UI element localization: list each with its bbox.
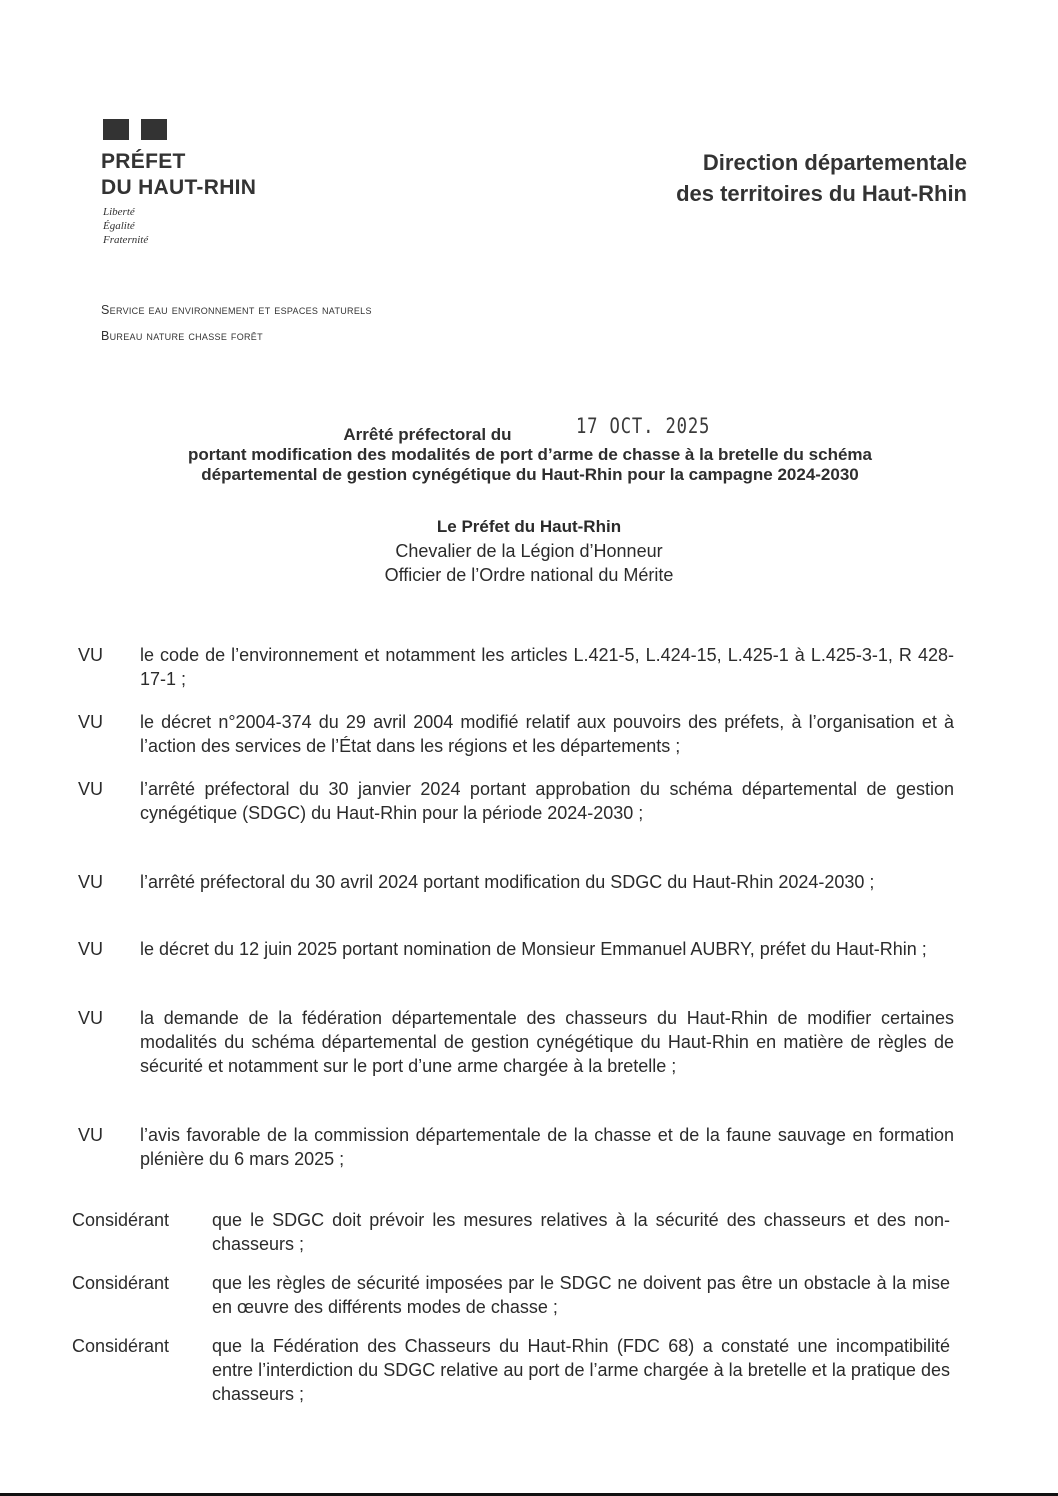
direction-heading	[676, 147, 967, 209]
vu-text: l’arrêté préfectoral du 30 janvier 2024 portant approbation du schéma départemental de gestion cynégétique (SDGC) du Haut-Rhin pour la période 2024-2030 ;	[140, 779, 954, 823]
vu-label: VU	[78, 779, 104, 799]
service-block	[101, 297, 372, 349]
date-stamp: 17 OCT. 2025	[576, 414, 711, 438]
bureau-line: Bureau nature chasse forêt	[101, 329, 263, 343]
prefet-title-line-1: PRÉFET	[101, 150, 186, 173]
prefet-title	[101, 149, 256, 201]
prefet-title-line-2: DU HAUT-RHIN	[101, 176, 257, 199]
vu-label: VU	[78, 1125, 104, 1145]
title-line-3: départemental de gestion cynégétique du Haut-Rhin pour la campagne 2024-2030	[201, 465, 859, 484]
motto-liberte: Liberté	[103, 206, 135, 218]
considerant-text: que la Fédération des Chasseurs du Haut-Rhin (FDC 68) a constaté une incompatibilité entre l’interdiction du SDGC relative au port de l’arme chargée à la bretelle et la pratique des chasseurs ;	[212, 1336, 950, 1404]
direction-line-1: Direction départementale	[702, 150, 967, 175]
marianne-logo-icon	[103, 119, 167, 140]
vu-label: VU	[78, 872, 104, 892]
motto-egalite: Égalité	[103, 220, 135, 232]
vu-label: VU	[78, 645, 104, 665]
republic-motto	[103, 205, 148, 247]
considerant-text: que les règles de sécurité imposées par le SDGC ne doivent pas être un obstacle à la mise en œuvre des différents modes de chasse ;	[212, 1273, 950, 1317]
motto-fraternite: Fraternité	[103, 234, 149, 246]
vu-text: le décret n°2004-374 du 29 avril 2004 modifié relatif aux pouvoirs des préfets, à l’organisation et à l’action des services de l’État dans les régions et les départements ;	[140, 712, 954, 756]
vu-text: l’avis favorable de la commission départementale de la chasse et de la faune sauvage en formation plénière du 6 mars 2025 ;	[140, 1125, 954, 1169]
vu-label: VU	[78, 712, 104, 732]
title-line-1: Arrêté préfectoral du	[343, 425, 512, 444]
service-line: Service eau environnement et espaces naturels	[101, 303, 372, 317]
considerant-text: que le SDGC doit prévoir les mesures relatives à la sécurité des chasseurs et des non-chasseurs ;	[212, 1210, 950, 1254]
vu-label: VU	[78, 1008, 104, 1028]
prefet-block	[229, 515, 829, 587]
considerant-label: Considérant	[72, 1210, 170, 1230]
considerant-label: Considérant	[72, 1273, 170, 1293]
vu-text: la demande de la fédération départementale des chasseurs du Haut-Rhin de modifier certaines modalités du schéma départemental de gestion cynégétique du Haut-Rhin en matière de règles de sécurité et notamment sur le port d’une arme chargée à la bretelle ;	[140, 1008, 954, 1076]
prefet-name: Le Préfet du Haut-Rhin	[436, 517, 622, 536]
vu-text: le code de l’environnement et notamment les articles L.421-5, L.424-15, L.425-1 à L.425-3-1, R 428-17-1 ;	[140, 645, 954, 689]
document-title	[100, 425, 960, 485]
vu-label: VU	[78, 939, 104, 959]
direction-line-2: des territoires du Haut-Rhin	[676, 181, 967, 206]
considerant-label: Considérant	[72, 1336, 170, 1356]
vu-text: l’arrêté préfectoral du 30 avril 2024 portant modification du SDGC du Haut-Rhin 2024-2030 ;	[140, 872, 875, 892]
vu-text: le décret du 12 juin 2025 portant nomination de Monsieur Emmanuel AUBRY, préfet du Haut-Rhin ;	[140, 939, 927, 959]
prefet-honor-1: Chevalier de la Légion d’Honneur	[395, 541, 663, 561]
prefet-honor-2: Officier de l’Ordre national du Mérite	[384, 565, 674, 585]
title-line-2: portant modification des modalités de port d’arme de chasse à la bretelle du schéma	[188, 445, 872, 464]
